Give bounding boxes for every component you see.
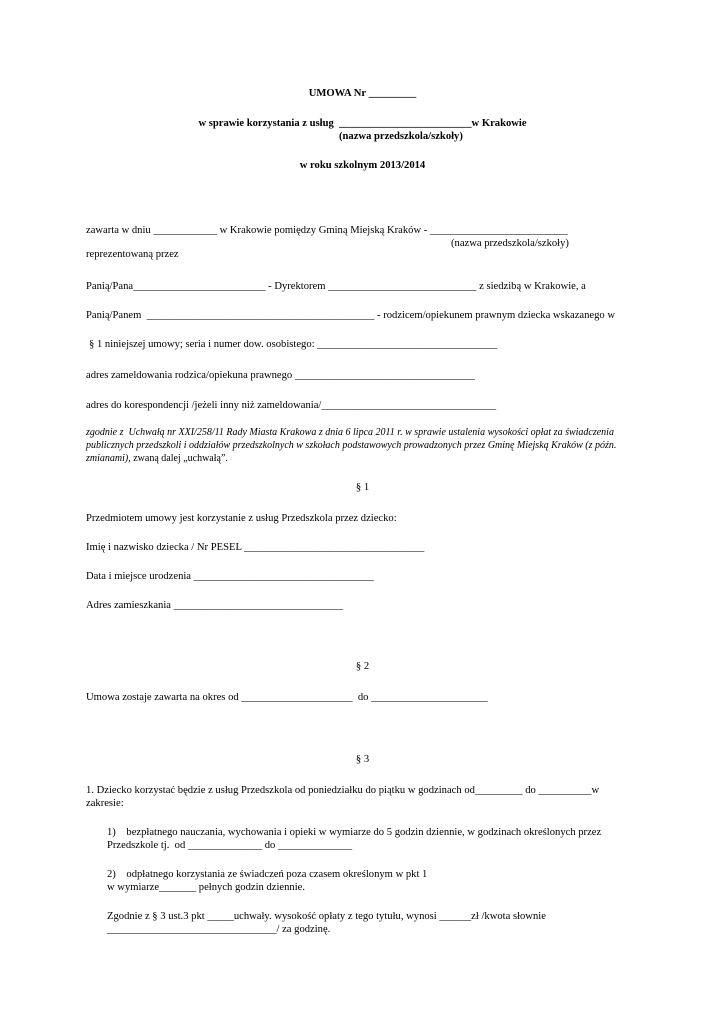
- correspondence-address-line: adres do korespondencji /jeżeli inny niż zameldowania/_________________________________: [86, 400, 497, 411]
- parent-line: Panią/Panem ___________________________________________ - rodzicem/opiekunem prawnym dziecka wskazanego w: [86, 310, 615, 321]
- agreement-subject-line: w sprawie korzystania z usług _________________________w Krakowie: [198, 118, 527, 129]
- document-title: UMOWA Nr _________: [308, 88, 417, 99]
- free-education-line-2: Przedszkole tj. od ______________ do ______________: [107, 840, 353, 851]
- concluded-line: zawarta w dniu ____________ w Krakowie pomiędzy Gminą Miejską Kraków - __________________________: [86, 225, 568, 236]
- section-1-intro: Przedmiotem umowy jest korzystanie z usług Przedszkola przez dziecko:: [86, 513, 397, 524]
- represented-by-label: reprezentowaną przez: [86, 249, 179, 260]
- concluded-hint: (nazwa przedszkola/szkoły): [451, 238, 569, 249]
- agreement-period-line: Umowa zostaje zawarta na okres od _____________________ do ______________________: [86, 692, 488, 703]
- residence-address-line: Adres zamieszkania ________________________________: [86, 600, 344, 611]
- resolution-line-1: zgodnie z Uchwałą nr XXI/258/11 Rady Miasta Krakowa z dnia 6 lipca 2011 r. w sprawie ustalenia wysokości opłat za świadczenia: [86, 427, 614, 438]
- resolution-amendments: zmianami),: [86, 453, 131, 464]
- section-2-heading: § 2: [355, 661, 370, 672]
- child-name-pesel-line: Imię i nazwisko dziecka / Nr PESEL __________________________________: [86, 542, 425, 553]
- id-document-line: § 1 niniejszej umowy; seria i numer dow. osobistego: __________________________________: [89, 339, 498, 350]
- subject-hint: (nazwa przedszkola/szkoły): [339, 131, 463, 142]
- fee-line-1: Zgodnie z § 3 ust.3 pkt _____uchwały. wysokość opłaty z tego tytułu, wynosi ______zł /kwota słownie: [107, 911, 546, 922]
- resolution-line-3: [86, 452, 228, 465]
- resolution-alias: zwaną dalej „uchwałą”.: [130, 453, 228, 464]
- director-line: Panią/Pana_________________________ - Dyrektorem ____________________________ z siedzibą w Krakowie, a: [86, 281, 586, 292]
- section-3-heading: § 3: [355, 754, 370, 765]
- registered-address-line: adres zameldowania rodzica/opiekuna prawnego __________________________________: [86, 370, 475, 381]
- attendance-scope-label: zakresie:: [86, 798, 124, 809]
- free-education-line-1: 1) bezpłatnego nauczania, wychowania i opieki w wymiarze do 5 godzin dziennie, w godzinach określonych przez: [107, 827, 602, 838]
- school-year-line: w roku szkolnym 2013/2014: [299, 160, 426, 171]
- section-1-heading: § 1: [355, 482, 370, 493]
- resolution-line-2: publicznych przedszkoli i oddziałów przedszkolnych w szkołach podstawowych prowadzonych przez Gminę Miejską Kraków (z późn.: [86, 440, 617, 451]
- fee-line-2: ________________________________/ za godzinę.: [107, 924, 331, 935]
- birth-date-place-line: Data i miejsce urodzenia __________________________________: [86, 571, 374, 582]
- paid-services-line-1: 2) odpłatnego korzystania ze świadczeń poza czasem określonym w pkt 1: [107, 869, 428, 880]
- attendance-hours-line: 1. Dziecko korzystać będzie z usług Przedszkola od poniedziałku do piątku w godzinach od_________ do __________w: [86, 785, 600, 796]
- paid-services-line-2: w wymiarze_______ pełnych godzin dziennie.: [107, 882, 305, 893]
